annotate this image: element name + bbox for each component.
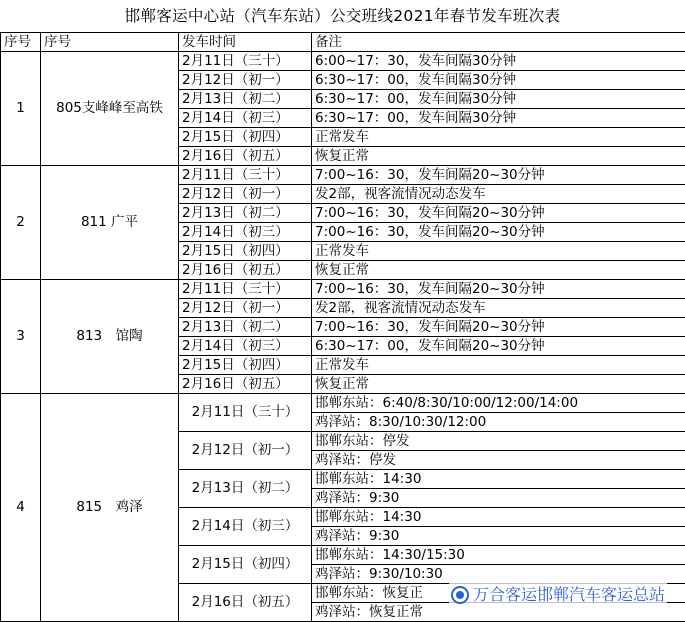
note-cell: 鸡泽站：停发 <box>312 451 685 470</box>
note-cell: 邯郸东站：14:30 <box>312 508 685 527</box>
date-cell: 2月15日（初四） <box>179 242 312 261</box>
date-cell: 2月13日（初二） <box>179 90 312 109</box>
note-cell: 发2部，视客流情况动态发车 <box>312 299 685 318</box>
note-cell: 邯郸东站：恢复正 <box>312 584 685 603</box>
date-cell: 2月16日（初五） <box>179 261 312 280</box>
note-cell: 正常发车 <box>312 128 685 147</box>
note-cell: 邯郸东站：停发 <box>312 432 685 451</box>
note-cell: 7:00~16：30，发车间隔20~30分钟 <box>312 280 685 299</box>
table-row <box>1 280 685 299</box>
date-cell: 2月14日（初三） <box>179 508 312 546</box>
note-cell: 7:00~16：30，发车间隔20~30分钟 <box>312 166 685 185</box>
header-time: 发车时间 <box>179 33 312 52</box>
seq-cell: 2 <box>1 166 41 280</box>
date-cell: 2月11日（三十） <box>179 280 312 299</box>
note-cell: 鸡泽站：9:30/10:30 <box>312 565 685 584</box>
wechat-logo-icon <box>451 586 469 604</box>
note-cell: 恢复正常 <box>312 147 685 166</box>
note-cell: 邯郸东站：14:30 <box>312 470 685 489</box>
date-cell: 2月16日（初五） <box>179 584 312 622</box>
header-route: 序号 <box>41 33 179 52</box>
route-cell: 815 鸡泽 <box>41 394 179 622</box>
date-cell: 2月16日（初五） <box>179 147 312 166</box>
note-cell: 邯郸东站：14:30/15:30 <box>312 546 685 565</box>
date-cell: 2月13日（初二） <box>179 470 312 508</box>
route-cell: 811 广平 <box>41 166 179 280</box>
note-cell: 恢复正常 <box>312 375 685 394</box>
date-cell: 2月15日（初四） <box>179 546 312 584</box>
note-cell: 6:30~17：00，发车间隔20~30分钟 <box>312 337 685 356</box>
header-row <box>1 33 685 52</box>
schedule-table <box>0 32 685 622</box>
table-title: 邯郸客运中心站（汽车东站）公交班线2021年春节发车班次表 <box>0 0 685 32</box>
date-cell: 2月14日（初三） <box>179 337 312 356</box>
note-cell: 7:00~16：30，发车间隔20~30分钟 <box>312 223 685 242</box>
watermark-text: 万合客运邯郸汽车客运总站 <box>473 585 665 604</box>
seq-cell: 4 <box>1 394 41 622</box>
note-cell: 7:00~16：30，发车间隔20~30分钟 <box>312 318 685 337</box>
note-cell: 鸡泽站：9:30 <box>312 527 685 546</box>
date-cell: 2月11日（三十） <box>179 166 312 185</box>
date-cell: 2月14日（初三） <box>179 223 312 242</box>
seq-cell: 1 <box>1 52 41 166</box>
header-note: 备注 <box>312 33 685 52</box>
note-cell: 恢复正常 <box>312 261 685 280</box>
date-cell: 2月15日（初四） <box>179 356 312 375</box>
note-cell: 邯郸东站：6:40/8:30/10:00/12:00/14:00 <box>312 394 685 413</box>
watermark <box>449 582 667 605</box>
date-cell: 2月12日（初一） <box>179 299 312 318</box>
date-cell: 2月12日（初一） <box>179 185 312 204</box>
table-row <box>1 166 685 185</box>
date-cell: 2月12日（初一） <box>179 71 312 90</box>
note-cell: 6:30~17：00，发车间隔30分钟 <box>312 90 685 109</box>
date-cell: 2月14日（初三） <box>179 109 312 128</box>
note-cell: 鸡泽站：9:30 <box>312 489 685 508</box>
note-cell: 6:00~17：30，发车间隔30分钟 <box>312 52 685 71</box>
route-cell: 805支峰峰至高铁 <box>41 52 179 166</box>
date-cell: 2月11日（三十） <box>179 52 312 71</box>
note-cell: 6:30~17：00，发车间隔30分钟 <box>312 71 685 90</box>
date-cell: 2月11日（三十） <box>179 394 312 432</box>
seq-cell: 3 <box>1 280 41 394</box>
note-cell: 发2部，视客流情况动态发车 <box>312 185 685 204</box>
date-cell: 2月15日（初四） <box>179 128 312 147</box>
date-cell: 2月13日（初二） <box>179 204 312 223</box>
table-row <box>1 394 685 413</box>
date-cell: 2月13日（初二） <box>179 318 312 337</box>
date-cell: 2月12日（初一） <box>179 432 312 470</box>
table-row <box>1 52 685 71</box>
note-cell: 鸡泽站：恢复正常 <box>312 603 685 622</box>
note-cell: 7:00~16：30，发车间隔20~30分钟 <box>312 204 685 223</box>
date-cell: 2月16日（初五） <box>179 375 312 394</box>
route-cell: 813 馆陶 <box>41 280 179 394</box>
note-cell: 正常发车 <box>312 242 685 261</box>
note-cell: 正常发车 <box>312 356 685 375</box>
note-cell: 鸡泽站：8:30/10:30/12:00 <box>312 413 685 432</box>
header-seq: 序号 <box>1 33 41 52</box>
note-cell: 6:30~17：00，发车间隔30分钟 <box>312 109 685 128</box>
